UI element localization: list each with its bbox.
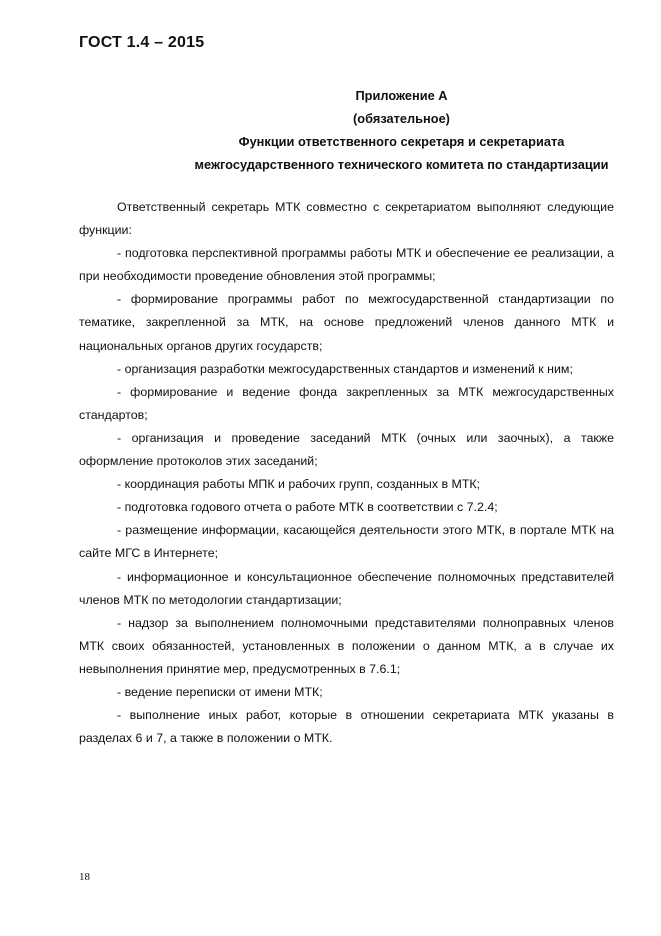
document-code: ГОСТ 1.4 – 2015 — [79, 34, 205, 51]
list-item: - координация работы МПК и рабочих групп, созданных в МТК; — [117, 477, 481, 492]
page-number: 18 — [79, 871, 90, 883]
body-text — [79, 196, 614, 750]
list-item: - информационное и консультационное обеспечение полномочных представителей членов МТК по методологии стандартизации; — [79, 569, 614, 607]
list-item: - выполнение иных работ, которые в отношении секретариата МТК указаны в разделах 6 и 7, а также в положении о МТК. — [79, 708, 614, 746]
appendix-heading-line2: межгосударственного технического комитета по стандартизации — [194, 157, 609, 172]
list-item: - подготовка годового отчета о работе МТК в соответствии с 7.2.4; — [117, 500, 498, 515]
list-item: - формирование и ведение фонда закрепленных за МТК межгосударственных стандартов; — [79, 384, 614, 422]
list-item: - надзор за выполнением полномочными представителями полноправных членов МТК своих обязанностей, установленных в положении о данном МТК, а в случае их невыполнения принятие мер, предусмотренных в 7.6.1; — [79, 615, 614, 676]
list-item: - организация и проведение заседаний МТК (очных или заочных), а также оформление протоколов этих заседаний; — [79, 430, 614, 469]
appendix-title: Приложение А — [355, 88, 448, 103]
list-item: - размещение информации, касающейся деятельности этого МТК, в портале МТК на сайте МГС в Интернете; — [79, 523, 614, 561]
list-item: - организация разработки межгосударственных стандартов и изменений к ним; — [117, 361, 573, 376]
list-item: - ведение переписки от имени МТК; — [117, 684, 323, 699]
appendix-heading-line1: Функции ответственного секретаря и секретариата — [238, 134, 565, 149]
list-item: - подготовка перспективной программы работы МТК и обеспечение ее реализации, а при необходимости проведение обновления этой программы; — [79, 246, 614, 284]
list-item: - формирование программы работ по межгосударственной стандартизации по тематике, закрепленной за МТК, на основе предложений членов данного МТК и национальных органов других государств; — [79, 292, 614, 353]
paragraph-intro: Ответственный секретарь МТК совместно с секретариатом выполняют следующие функции: — [79, 200, 614, 238]
appendix-status: (обязательное) — [353, 111, 450, 126]
